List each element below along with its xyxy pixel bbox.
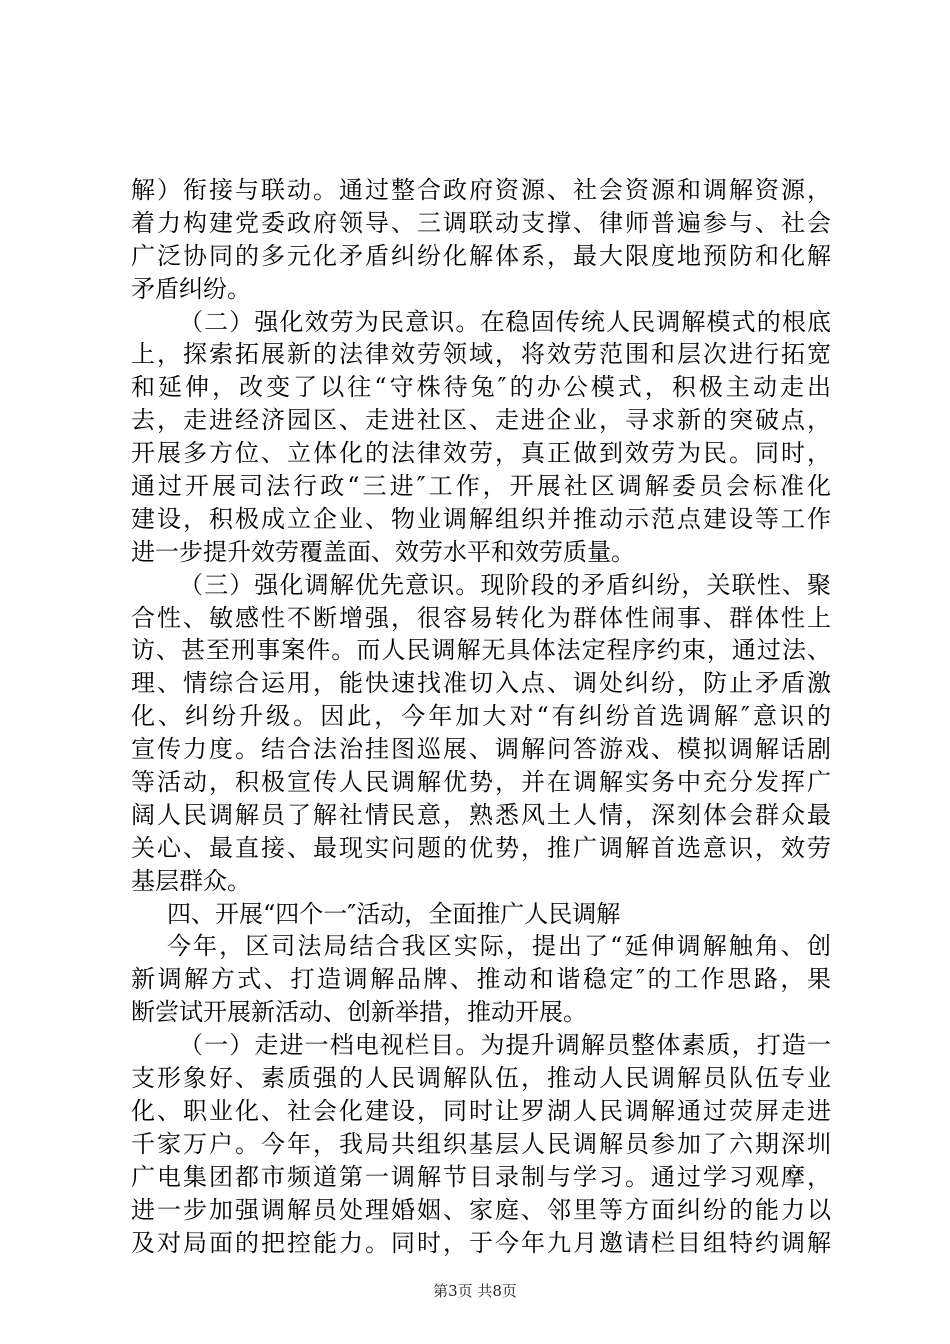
text-line: 断尝试开展新活动、创新举措，推动开展。 (131, 998, 587, 1027)
text-line: 等活动，积极宣传人民调解优势，并在调解实务中充分发挥广 (131, 768, 831, 797)
text-line: 基层群众。 (131, 866, 251, 895)
text-line: 关心、最直接、最现实问题的优势，推广调解首选意识，效劳 (131, 833, 831, 862)
text-line: 通过开展司法行政“三进″工作，开展社区调解委员会标准化 (131, 472, 831, 501)
text-line: 宣传力度。结合法治挂图巡展、调解问答游戏、模拟调解话剧 (131, 735, 831, 764)
text-line: 访、甚至刑事案件。而人民调解无具体法定程序约束，通过法、 (131, 636, 831, 665)
text-line: 开展多方位、立体化的法律效劳，真正做到效劳为民。同时， (131, 439, 831, 468)
text-line: 支形象好、素质强的人民调解队伍，推动人民调解员队伍专业 (131, 1064, 831, 1093)
text-line: 广电集团都市频道第一调解节目录制与学习。通过学习观摩， (131, 1162, 831, 1191)
text-line: 理、情综合运用，能快速找准切入点、调处纠纷，防止矛盾激 (131, 669, 831, 698)
paragraph-start-line: （一）走进一档电视栏目。为提升调解员整体素质，打造一 (179, 1031, 831, 1060)
text-line: 着力构建党委政府领导、三调联动支撑、律师普遍参与、社会 (131, 208, 831, 237)
paragraph-start-line: 今年，区司法局结合我区实际，提出了“延伸调解触角、创 (167, 932, 831, 961)
text-line: 解）衔接与联动。通过整合政府资源、社会资源和调解资源， (131, 176, 831, 204)
page-number-footer: 第3页 共8页 (433, 1282, 517, 1300)
text-line: 千家万户。今年，我局共组织基层人民调解员参加了六期深圳 (131, 1129, 831, 1158)
text-line: 化、纠纷升级。因此，今年加大对“有纠纷首选调解″意识的 (131, 702, 831, 731)
paragraph-start-line: （二）强化效劳为民意识。在稳固传统人民调解模式的根底 (179, 307, 831, 336)
text-line: 上，探索拓展新的法律效劳领域，将效劳范围和层次进行拓宽 (131, 340, 831, 369)
text-line: 去，走进经济园区、走进社区、走进企业，寻求新的突破点， (131, 406, 831, 435)
text-line: 及对局面的把控能力。同时，于今年九月邀请栏目组特约调解 (131, 1228, 831, 1257)
paragraph-start-line: （三）强化调解优先意识。现阶段的矛盾纠纷，关联性、聚 (179, 570, 831, 599)
text-line: 建设，积极成立企业、物业调解组织并推动示范点建设等工作 (131, 504, 831, 533)
text-line: 进一步提升效劳覆盖面、效劳水平和效劳质量。 (131, 537, 635, 566)
body-text (131, 174, 831, 1259)
text-line: 化、职业化、社会化建设，同时让罗湖人民调解通过荧屏走进 (131, 1096, 831, 1125)
section-heading: 四、开展“四个一″活动，全面推广人民调解 (167, 899, 621, 928)
text-line: 合性、敏感性不断增强，很容易转化为群体性闹事、群体性上 (131, 603, 831, 632)
text-line: 阔人民调解员了解社情民意，熟悉风土人情，深刻体会群众最 (131, 800, 831, 829)
text-line: 新调解方式、打造调解品牌、推动和谐稳定″的工作思路，果 (131, 965, 831, 994)
text-line: 矛盾纠纷。 (131, 274, 251, 303)
text-line: 进一步加强调解员处理婚姻、家庭、邻里等方面纠纷的能力以 (131, 1195, 831, 1224)
text-line: 广泛协同的多元化矛盾纠纷化解体系，最大限度地预防和化解 (131, 241, 831, 270)
text-line: 和延伸，改变了以往“守株待兔″的办公模式，积极主动走出 (131, 373, 831, 402)
